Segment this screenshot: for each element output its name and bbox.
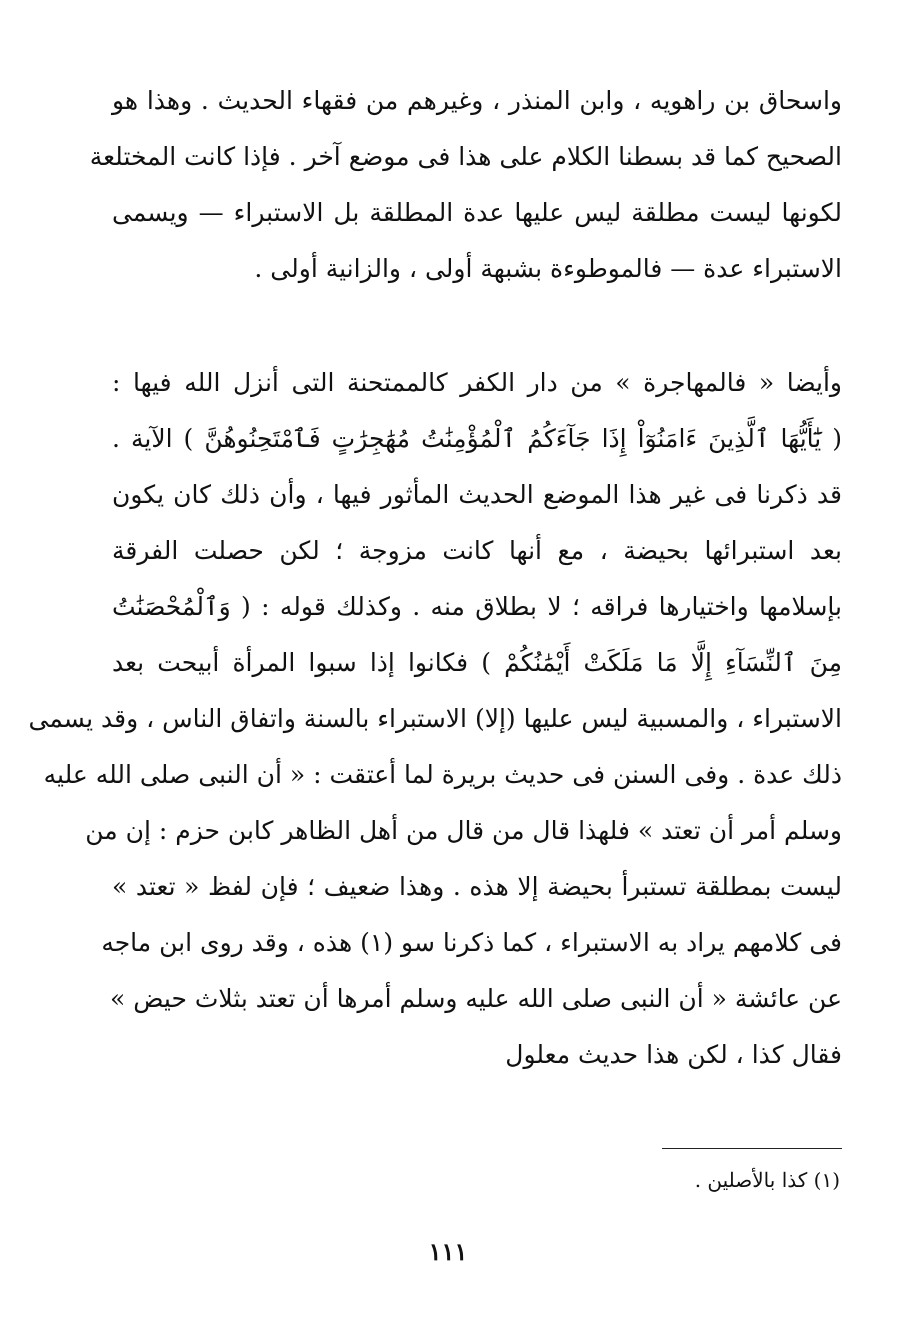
text-line: وأيضا « فالمهاجرة » من دار الكفر كالممتحنة التى أنزل الله فيها : (112, 368, 842, 397)
text-line: فى كلامهم يراد به الاستبراء ، كما ذكرنا سو (١) هذه ، وقد روى ابن ماجه (101, 928, 842, 957)
quran-verse-line: مِنَ ٱلنِّسَآءِ إِلَّا مَا مَلَكَتْ أَيْمَٰنُكُمْ ) فكانوا إذا سبوا المرأة أبيحت بعد (112, 648, 842, 677)
text-line: ليست بمطلقة تستبرأ بحيضة إلا هذه . وهذا ضعيف ؛ فإن لفظ « تعتد » (112, 872, 842, 901)
footnote: (١) كذا بالأصلين . (694, 1168, 840, 1192)
footnote-divider (662, 1148, 842, 1149)
text-line: وسلم أمر أن تعتد » فلهذا قال من قال من أهل الظاهر كابن حزم : إن من (85, 816, 842, 845)
text-line: فقال كذا ، لكن هذا حديث معلول (505, 1040, 842, 1069)
paragraph-2 (28, 355, 842, 1083)
paragraph-1 (89, 73, 842, 297)
text-line: ذلك عدة . وفى السنن فى حديث بريرة لما أعتقت : « أن النبى صلى الله عليه (43, 760, 842, 789)
text-line: الصحيح كما قد بسطنا الكلام على هذا فى موضع آخر . فإذا كانت المختلعة (89, 142, 842, 171)
quran-verse-line: ( يَٰٓأَيُّهَا ٱلَّذِينَ ءَامَنُوٓاْ إِذَا جَآءَكُمُ ٱلْمُؤْمِنَٰتُ مُهَٰجِرَٰتٍ فَٱمْتَحِنُوهُنَّ ) الآية . (112, 424, 842, 453)
text-line: الاستبراء عدة — فالموطوءة بشبهة أولى ، والزانية أولى . (254, 254, 842, 283)
text-line: الاستبراء ، والمسبية ليس عليها (إلا) الاستبراء بالسنة واتفاق الناس ، وقد يسمى (28, 704, 842, 733)
text-line: بإسلامها واختيارها فراقه ؛ لا بطلاق منه . وكذلك قوله : ( وَٱلْمُحْصَنَٰتُ (112, 592, 842, 621)
text-line: قد ذكرنا فى غير هذا الموضع الحديث المأثور فيها ، وأن ذلك كان يكون (112, 480, 842, 509)
page-number: ١١١ (428, 1237, 468, 1266)
text-line: واسحاق بن راهويه ، وابن المنذر ، وغيرهم من فقهاء الحديث . وهذا هو (112, 86, 842, 115)
text-line: لكونها ليست مطلقة ليس عليها عدة المطلقة بل الاستبراء — ويسمى (112, 198, 842, 227)
text-line: عن عائشة « أن النبى صلى الله عليه وسلم أمرها أن تعتد بثلاث حيض » (110, 984, 842, 1013)
text-line: بعد استبرائها بحيضة ، مع أنها كانت مزوجة ؛ لكن حصلت الفرقة (112, 536, 842, 565)
